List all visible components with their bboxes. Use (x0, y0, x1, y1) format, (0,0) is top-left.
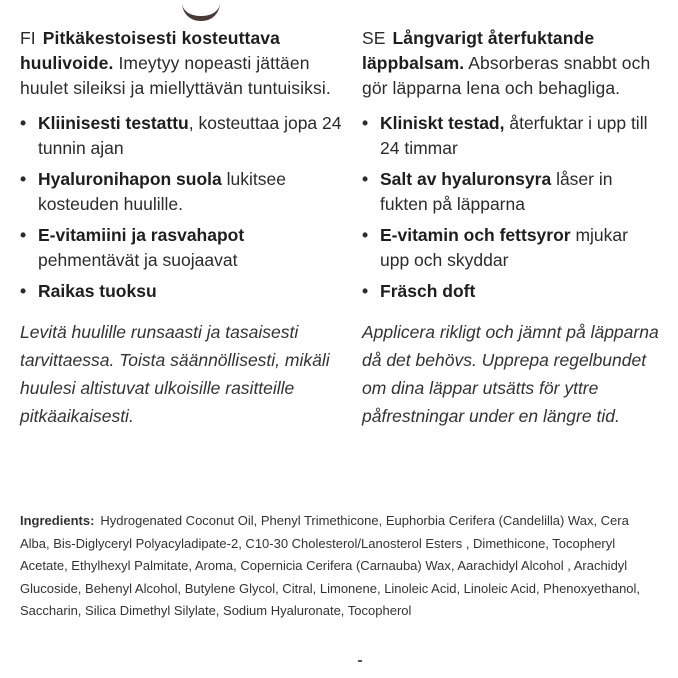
feature-text: mjukar upp och skyddar (380, 225, 628, 270)
ingredients-text: Hydrogenated Coconut Oil, Phenyl Trimethicone, Euphorbia Cerifera (Candelilla) Wax, Cera Alba, Bis-Diglyceryl Polyacyladipate-2, C10-30 Cholesterol/Lanosterol Esters , Dimethicone, Tocopheryl Acetate, Ethylhexyl Palmitate, Aroma, Copernicia Cerifera (Carnauba) Wax, Aarachidyl Alcohol , Arachidyl Glucoside, Behenyl Alcohol, Butylene Glycol, Citral, Limonene, Linoleic Acid, Linoleic Acid, Phenoxyethanol, Saccharin, Silica Dimethyl Silylate, Sodium Hyaluronate, Tocopherol (20, 513, 641, 619)
packaging-edge-mark (182, 0, 220, 21)
finnish-column (20, 26, 350, 430)
list-item (20, 111, 350, 161)
bullet-icon: • (362, 281, 369, 301)
se-title: Långvarigt återfuktande läppbalsam. (362, 28, 595, 73)
bullet-icon: • (362, 225, 369, 245)
feature-bold: Kliniskt testad, (380, 113, 505, 133)
bullet-icon: • (20, 281, 27, 301)
list-item (362, 167, 662, 217)
list-item (20, 167, 350, 217)
se-feature-list (362, 111, 662, 304)
list-item (362, 279, 662, 304)
feature-bold: Hyaluronihapon suola (38, 169, 222, 189)
feature-bold: E-vitamin och fettsyror (380, 225, 571, 245)
list-item (362, 223, 662, 273)
feature-bold: Kliinisesti testattu (38, 113, 189, 133)
feature-bold: Raikas tuoksu (38, 281, 157, 301)
fi-description: Imeytyy nopeasti jättäen huulet sileiksi ja miellyttävän tuntuisiksi. (20, 53, 331, 98)
se-usage-instructions: Applicera rikligt och jämnt på läpparna då det behövs. Upprepa regelbundet om dina läppar utsätts för yttre påfrestningar under en längre tid. (362, 322, 659, 426)
feature-bold: Salt av hyaluronsyra (380, 169, 552, 189)
bullet-icon: • (20, 225, 27, 245)
bullet-icon: • (20, 169, 27, 189)
list-item (362, 111, 662, 161)
swedish-column (362, 26, 662, 430)
fi-feature-list (20, 111, 350, 304)
bullet-icon: • (20, 113, 27, 133)
feature-bold: E-vitamiini ja rasvahapot (38, 225, 245, 245)
se-intro (362, 26, 662, 101)
se-description: Absorberas snabbt och gör läpparna lena och behagliga. (362, 53, 651, 98)
fi-title: Pitkäkestoisesti kosteuttava huulivoide. (20, 28, 280, 73)
ingredients-label: Ingredients: (20, 513, 95, 528)
print-mark (358, 660, 362, 662)
feature-text: återfuktar i upp till 24 timmar (380, 113, 648, 158)
list-item (20, 223, 350, 273)
feature-text: pehmentävät ja suojaavat (38, 250, 238, 270)
ingredients-block (20, 510, 660, 623)
list-item (20, 279, 350, 304)
bullet-icon: • (362, 169, 369, 189)
feature-text: låser in fukten på läpparna (380, 169, 613, 214)
fi-lang-code: FI (20, 28, 36, 48)
bullet-icon: • (362, 113, 369, 133)
feature-text: , kosteuttaa jopa 24 tunnin ajan (38, 113, 342, 158)
se-lang-code: SE (362, 28, 386, 48)
fi-intro (20, 26, 350, 101)
fi-usage-instructions: Levitä huulille runsaasti ja tasaisesti tarvittaessa. Toista säännöllisesti, mikäli huulesi altistuvat ulkoisille rasitteille pitkäaikaisesti. (20, 322, 330, 426)
feature-bold: Fräsch doft (380, 281, 476, 301)
feature-text: lukitsee kosteuden huulille. (38, 169, 286, 214)
